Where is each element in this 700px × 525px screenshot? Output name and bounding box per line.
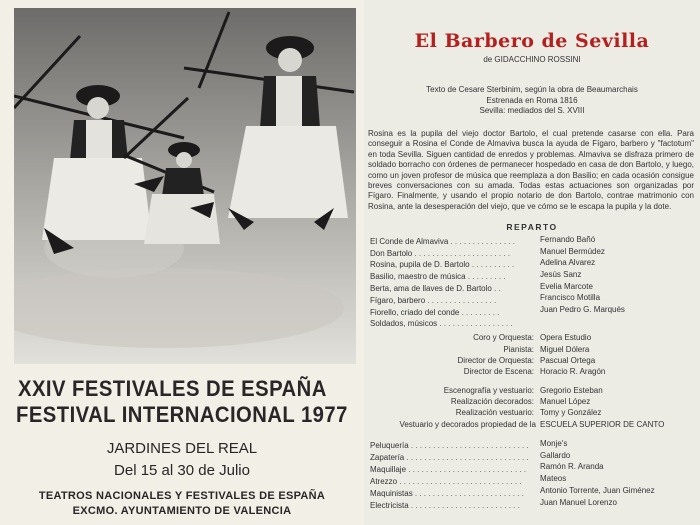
staff-label: Coro y Orquesta: [473,333,534,342]
cast-role: El Conde de Almaviva . . . . . . . . . . . . . . . [370,237,515,246]
cast-role: Berta, ama de llaves de D. Bartolo . . [370,284,501,293]
cast-actor: Adelina Alvarez [540,258,596,267]
crew-role: Atrezzo . . . . . . . . . . . . . . . . . . . . . . . . . . . . [370,477,522,486]
festival-line-2: FESTIVAL INTERNACIONAL 1977 [16,402,348,427]
cast-actor: Juan Pedro G. Marqués [540,305,625,314]
cast-role: Rosina, pupila de D. Bartolo . . . . . . . . . . [370,260,515,269]
crew-role: Peluquería . . . . . . . . . . . . . . . . . . . . . . . . . . . [370,441,529,450]
organizer-line-2: EXCMO. AYUNTAMIENTO DE VALENCIA [72,505,292,517]
cast-actor: Jesús Sanz [540,270,582,279]
crew-role: Maquinistas . . . . . . . . . . . . . . . . . . . . . . . . . [370,489,524,498]
staff-name: Pascual Ortega [540,356,596,365]
design-name: Manuel López [540,397,591,406]
cast-actor: Fernando Bañó [540,235,596,244]
crew-name: Gallardo [540,451,571,460]
staff-label: Pianista: [503,345,534,354]
design-name: Gregorio Esteban [540,386,603,395]
dates-text: Del 15 al 30 de Julio [114,462,250,479]
staff-name: Opera Estudio [540,333,592,342]
reparto-heading: REPARTO [506,222,558,232]
setting-text: Sevilla: mediados del S. XVIII [479,106,585,115]
cast-role: Soldados, músicos . . . . . . . . . . . . . . . . . [370,319,513,328]
design-label: Escenografía y vestuario: [443,386,534,395]
crew-name: Monje's [540,439,568,448]
cast-role: Fígaro, barbero . . . . . . . . . . . . . . . . [370,296,497,305]
crew-name: Ramón R. Aranda [540,462,604,471]
libretto-text: Texto de Cesare Sterbinim, según la obra de Beaumarchais [426,85,638,94]
cast-actor: Evelia Marcote [540,282,593,291]
crew-role: Maquillaje . . . . . . . . . . . . . . . . . . . . . . . . . . . [370,465,527,474]
crew-role: Zapatería . . . . . . . . . . . . . . . . . . . . . . . . . . . . [370,453,529,462]
staff-label: Director de Orquesta: [457,356,534,365]
festival-line-1: XXIV FESTIVALES DE ESPAÑA [18,376,327,401]
cast-role: Fiorello, criado del conde . . . . . . . . . [370,308,500,317]
program-right-panel [364,0,700,525]
staff-label: Director de Escena: [463,367,534,376]
cast-role: Basilio, maestro de música . . . . . . . . . [370,272,506,281]
crew-name: Antonio Torrente, Juan Giménez [540,486,655,495]
design-name: Tomy y González [540,408,602,417]
design-label: Realización decorados: [450,397,534,406]
design-label: Vestuario y decorados propiedad de la [399,420,536,429]
staff-name: Miguel Dólera [540,345,590,354]
design-name: ESCUELA SUPERIOR DE CANTO [540,420,665,429]
composer-text: de GIDACCHINO ROSSINI [483,55,581,64]
synopsis-paragraph: Rosina es la pupila del viejo doctor Bartolo, el cual pretende casarse con ella. Para conseguir a Rosina el Conde de Almaviva busca la ayuda de Fígaro, barbero y "factotum" en toda Sevilla. Siguen cantidad de enredos y problemas. Almaviva se disfraza primero de soldado borracho con órdenes de permanecer hospedado en casa de don Bartolo, y luego, como un joven profesor de música que reemplaza a don Basilio; en cada ocasión consigue breves conversaciones con su amada. Todas estas actuaciones son organizadas por Fígaro. Finalmente, y usando el propio notario de don Bartolo, contrae matrimonio con Rosina, ante la desesperación del viejo, que ve cómo se le escapa la pupila y la dote. [368,129,694,211]
crew-name: Juan Manuel Lorenzo [540,498,617,507]
cast-actor: Manuel Bermúdez [540,247,605,256]
staff-name: Horacio R. Aragón [540,367,606,376]
opera-title: El Barbero de Sevilla [414,30,650,52]
organizer-line-1: TEATROS NACIONALES Y FESTIVALES DE ESPAÑA [38,490,326,502]
cast-actor: Francisco Motilla [540,293,601,302]
design-label: Realización vestuario: [455,408,534,417]
dancers-photo [14,8,356,364]
crew-role: Electricista . . . . . . . . . . . . . . . . . . . . . . . . . [370,501,520,510]
venue-text: JARDINES DEL REAL [106,440,258,457]
cast-role: Don Bartolo . . . . . . . . . . . . . . . . . . . . . . [370,249,511,258]
crew-name: Mateos [540,474,567,483]
premiere-text: Estrenada en Roma 1816 [486,96,578,105]
